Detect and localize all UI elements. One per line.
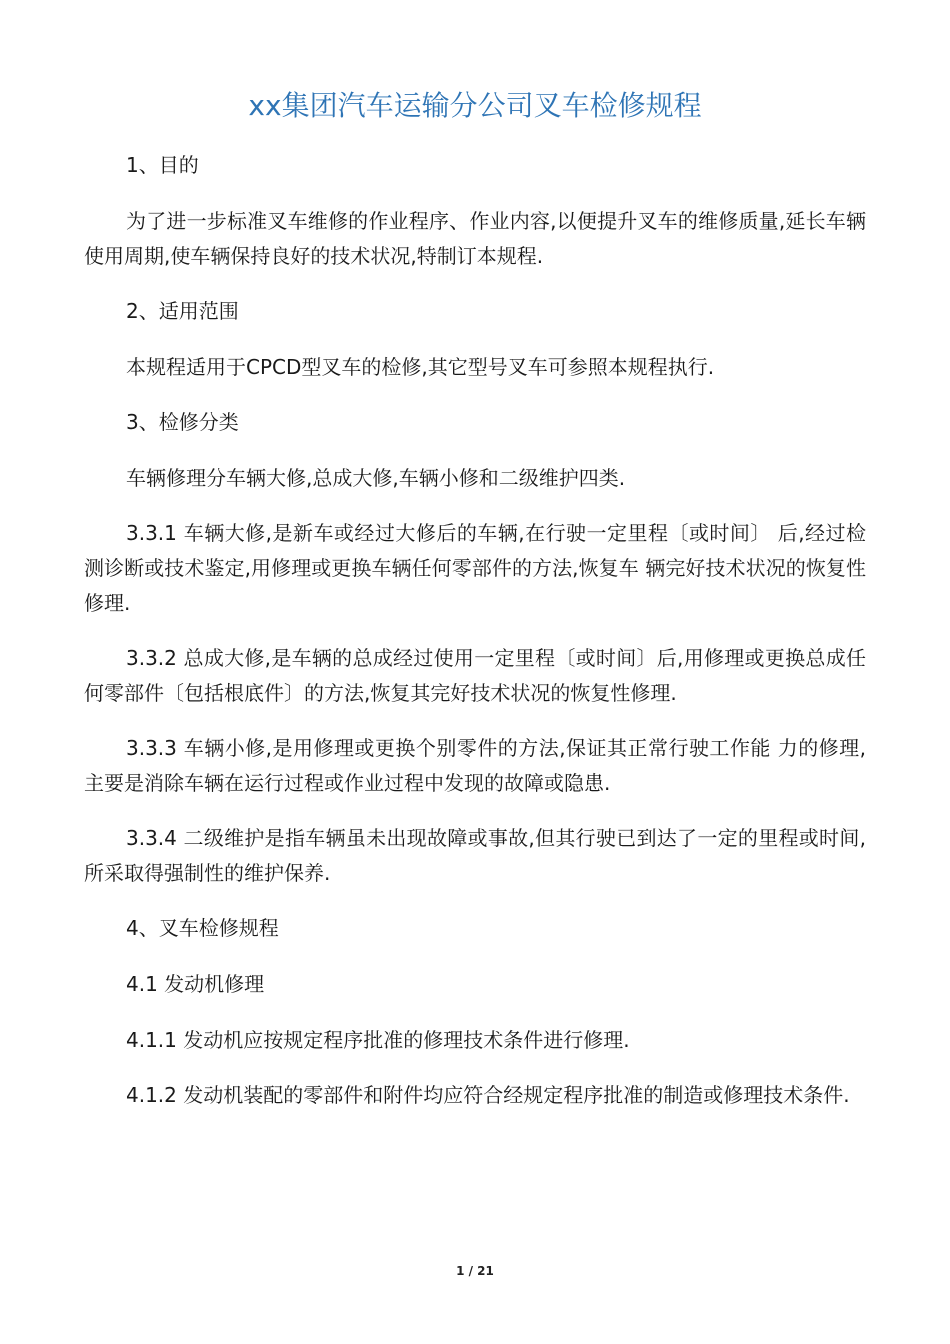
paragraph-classification: 车辆修理分车辆大修,总成大修,车辆小修和二级维护四类. xyxy=(126,466,626,490)
document-body xyxy=(84,148,866,1133)
paragraph-purpose: 为了进一步标准叉车维修的作业程序、作业内容,以便提升叉车的维修质量,延长车辆使用周期,使车辆保持良好的技术状况,特制订本规程. xyxy=(84,209,866,268)
paragraph-3-3-1: 3.3.1 车辆大修,是新车或经过大修后的车辆,在行驶一定里程〔或时间〕 后,经过检测诊断或技术鉴定,用修理或更换车辆任何零部件的方法,恢复车 辆完好技术状况的恢复性修理. xyxy=(84,521,866,615)
section-heading-scope: 2、适用范围 xyxy=(126,299,239,323)
paragraph-4-1-1: 4.1.1 发动机应按规定程序批准的修理技术条件进行修理. xyxy=(126,1028,630,1052)
paragraph-3-3-2: 3.3.2 总成大修,是车辆的总成经过使用一定里程〔或时间〕后,用修理或更换总成任何零部件〔包括根底件〕的方法,恢复其完好技术状况的恢复性修理. xyxy=(84,646,866,705)
paragraph-3-3-4: 3.3.4 二级维护是指车辆虽未出现故障或事故,但其行驶已到达了一定的里程或时间,所采取得强制性的维护保养. xyxy=(84,826,866,885)
paragraph-3-3-3: 3.3.3 车辆小修,是用修理或更换个别零件的方法,保证其正常行驶工作能 力的修理,主要是消除车辆在运行过程或作业过程中发现的故障或隐患. xyxy=(84,736,866,795)
section-heading-purpose: 1、目的 xyxy=(126,153,199,177)
paragraph-4-1-2: 4.1.2 发动机装配的零部件和附件均应符合经规定程序批准的制造或修理技术条件. xyxy=(126,1083,850,1107)
section-heading-classification: 3、检修分类 xyxy=(126,410,239,434)
page-number: 1 / 21 xyxy=(456,1264,494,1278)
paragraph-scope: 本规程适用于CPCD型叉车的检修,其它型号叉车可参照本规程执行. xyxy=(126,355,715,379)
section-heading-procedure: 4、叉车检修规程 xyxy=(126,916,279,940)
subsection-heading-engine: 4.1 发动机修理 xyxy=(126,972,265,996)
document-title: xx集团汽车运输分公司叉车检修规程 xyxy=(248,89,702,122)
